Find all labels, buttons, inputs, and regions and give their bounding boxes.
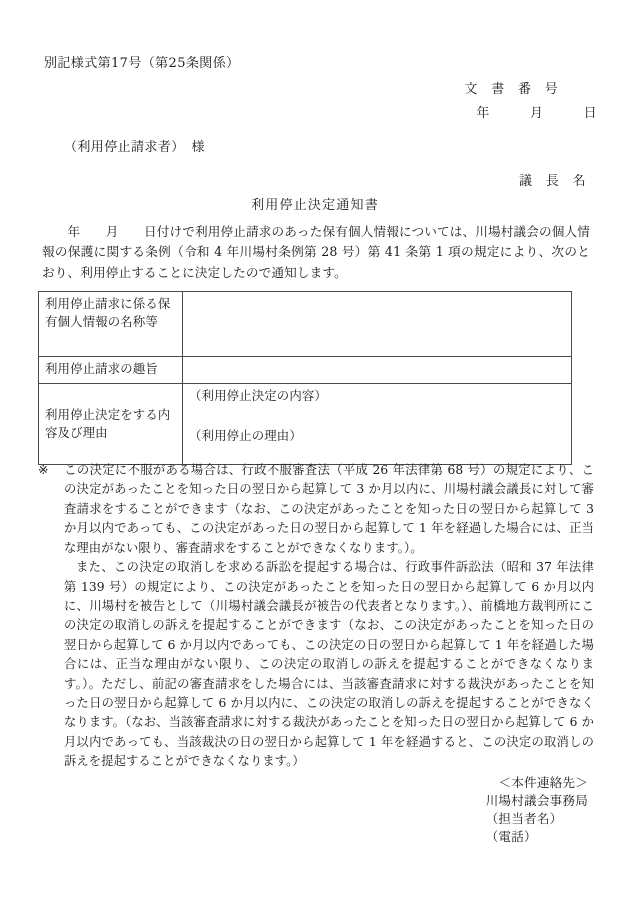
decision-table <box>38 291 572 465</box>
document-date-label: 年 月 日 <box>476 106 597 121</box>
intro-paragraph: 年 月 日付けで利用停止請求のあった保有個人情報については、川場村議会の個人情報の保護に関する条例（令和 4 年川場村条例第 28 号）第 41 条第 1 項の規定により、次のとおり、利用停止することに決定したので通知します。 <box>42 224 590 280</box>
form-number: 別記様式第17号（第25条関係） <box>44 56 240 71</box>
table-row-value <box>183 384 572 465</box>
decision-reason-placeholder: （利用停止の理由） <box>189 427 302 443</box>
note-paragraph-1-text: この決定に不服がある場合は、行政不服審査法（平成 26 年法律第 68 号）の規定により、この決定があったことを知った日の翌日から起算して 3 か月以内に、川場村議会議長に対して審査請求をすることができます（なお、この決定があったことを知った日の翌日から起算して 3 か月以内であっても、この決定があった日の翌日から起算して 1 年を経過した場合には、正当な理由がない限り、審査請求をすることができなくなります。）。 <box>64 463 594 555</box>
document-meta-block <box>464 78 597 126</box>
table-row-label: 利用停止請求に係る保有個人情報の名称等 <box>39 292 183 357</box>
note-paragraph-1 <box>38 461 594 558</box>
contact-heading: ＜本件連絡先＞ <box>498 775 588 790</box>
contact-office: 川場村議会事務局 <box>485 792 588 808</box>
table-row <box>39 384 572 465</box>
contact-phone: （電話） <box>485 828 537 844</box>
document-number-label: 文 書 番 号 <box>464 82 559 97</box>
decision-content-placeholder: （利用停止決定の内容） <box>189 388 327 403</box>
table-row-value <box>183 292 572 357</box>
table-row-label: 利用停止請求の趣旨 <box>39 357 183 384</box>
legal-note-block <box>38 461 594 772</box>
page-title: 利用停止決定通知書 <box>251 198 379 213</box>
table-row <box>39 357 572 384</box>
table-row <box>39 292 572 357</box>
addressee-line: （利用停止請求者） 様 <box>64 140 205 155</box>
contact-block <box>486 774 588 846</box>
table-row-value <box>183 357 572 384</box>
issuer-name: 議 長 名 <box>518 174 586 189</box>
cell-spacer <box>189 405 566 427</box>
note-mark-icon: ※ <box>38 463 49 477</box>
note-paragraph-2: また、この決定の取消しを求める訴訟を提起する場合は、行政事件訴訟法（昭和 37 年法律第 139 号）の規定により、この決定があったことを知った日の翌日から起算して 6 か月以内に、川場村を被告として（川場村議会議長が被告の代表者となります。）、前橋地方裁判所にこの決定の取消しの訴えを提起することができます（なお、この決定があったことを知った日の翌日から起算して 6 か月以内であっても、この決定の日の翌日から起算して 1 年を経過した場合には、正当な理由がない限り、この決定の取消しの訴えを提起することができなくなります。）。ただし、前記の審査請求をした場合には、当該審査請求に対する裁決があったことを知った日の翌日から起算して 6 か月以内に、この決定の取消しの訴えを提起することができなくなります。（なお、当該審査請求に対する裁決があったことを知った日の翌日から起算して 6 か月以内であっても、当該裁決の日の翌日から起算して 1 年を経過すると、この決定の取消しの訴えを提起することができなくなります。） <box>64 560 594 769</box>
contact-person: （担当者名） <box>485 810 563 826</box>
table-row-label: 利用停止決定をする内容及び理由 <box>39 384 183 465</box>
